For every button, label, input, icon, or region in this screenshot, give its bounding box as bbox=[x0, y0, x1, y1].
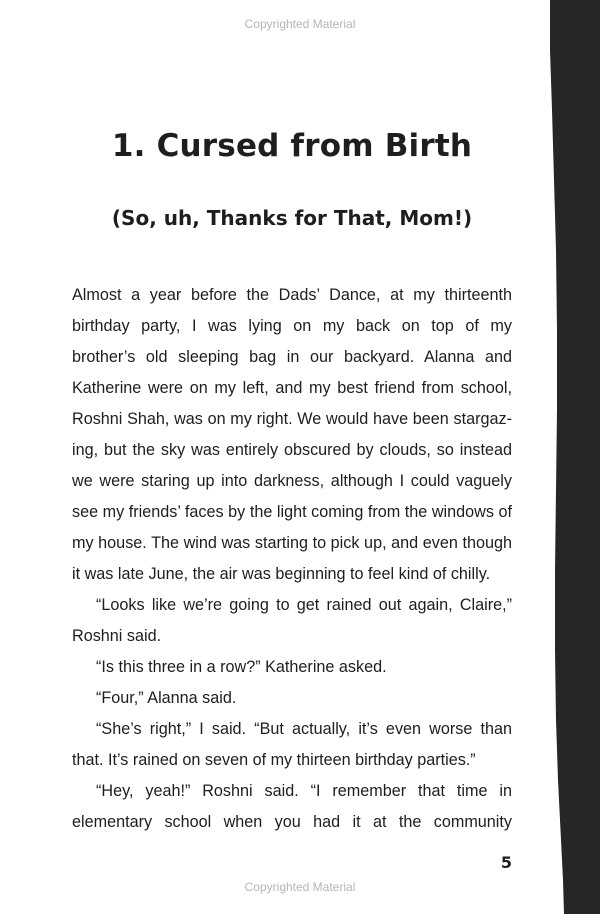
copyright-watermark-bottom: Copyrighted Material bbox=[244, 880, 356, 894]
text-line: “Hey, yeah!” Roshni said. “I remember that time in bbox=[96, 782, 512, 800]
text-line: “Four,” Alanna said. bbox=[96, 689, 237, 707]
text-line: we were staring up into darkness, although I could vaguely bbox=[72, 472, 512, 490]
text-line: Roshni Shah, was on my right. We would have been stargaz- bbox=[72, 410, 512, 428]
text-line: see my friends’ faces by the light coming from the windows of bbox=[72, 503, 512, 521]
text-line: “Looks like we’re going to get rained out again, Claire,” bbox=[96, 596, 512, 614]
text-line: birthday party, I was lying on my back on top of my bbox=[72, 317, 512, 335]
page-number: 5 bbox=[500, 853, 512, 872]
text-line: Roshni said. bbox=[72, 627, 162, 645]
chapter-body-text bbox=[72, 280, 512, 838]
text-line: “Is this three in a row?” Katherine asked. bbox=[96, 658, 387, 676]
text-line: that. It’s rained on seven of my thirteen birthday parties.” bbox=[72, 751, 476, 769]
text-line: Almost a year before the Dads’ Dance, at my thirteenth bbox=[72, 286, 512, 304]
text-line: elementary school when you had it at the community bbox=[72, 813, 512, 831]
chapter-title: 1. Cursed from Birth bbox=[111, 128, 473, 164]
text-line: it was late June, the air was beginning to feel kind of chilly. bbox=[72, 565, 491, 583]
text-line: my house. The wind was starting to pick up, and even though bbox=[72, 534, 512, 552]
text-line: ing, but the sky was entirely obscured by clouds, so instead bbox=[72, 441, 512, 459]
text-line: brother’s old sleeping bag in our backyard. Alanna and bbox=[72, 348, 512, 366]
chapter-subtitle: (So, uh, Thanks for That, Mom!) bbox=[111, 206, 473, 230]
text-line: Katherine were on my left, and my best friend from school, bbox=[72, 379, 512, 397]
text-line: “She’s right,” I said. “But actually, it’s even worse than bbox=[96, 720, 512, 738]
copyright-watermark-top: Copyrighted Material bbox=[244, 17, 356, 31]
